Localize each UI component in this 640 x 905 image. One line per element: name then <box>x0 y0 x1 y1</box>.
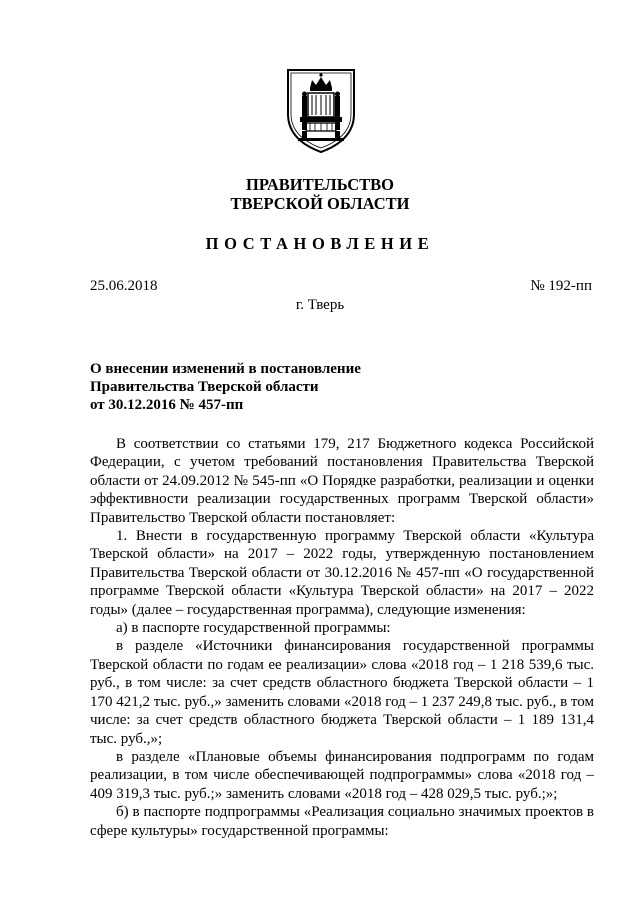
body-paragraph-planned-volumes: в разделе «Плановые объемы финансирования подпрограмм по годам реализации, в том числе обеспечивающей подпрограммы» слова «2018 год – 409 319,3 тыс. руб.;» заменить словами «2018 год – 428 029,5 тыс. руб.;»; <box>90 748 594 802</box>
document-date: 25.06.2018 <box>90 278 158 294</box>
subject-line2: Правительства Тверской области <box>90 379 319 395</box>
government-name-line1: ПРАВИТЕЛЬСТВО <box>246 175 394 194</box>
body-paragraph-item-1: 1. Внести в государственную программу Тверской области «Культура Тверской области» на 2017 – 2022 годы, утвержденную постановлением Правительства Тверской области от 30.12.2016 № 457-пп «О государственной программе Тверской области «Культура Тверской области» на 2017 – 2022 годы» (далее – государственная программа), следующие изменения: <box>90 528 594 618</box>
body-paragraph-preamble: В соответствии со статьями 179, 217 Бюджетного кодекса Российской Федерации, с учетом требований постановления Правительства Тверской области от 24.09.2012 № 545-пп «О Порядке разработки, реализации и оценки эффективности реализации государственных программ Тверской области» Правительство Тверской области постановляет: <box>90 436 594 526</box>
body-paragraph-item-b: б) в паспорте подпрограммы «Реализация социально значимых проектов в сфере культуры» государственной программы: <box>90 804 594 839</box>
body-paragraph-item-a: а) в паспорте государственной программы: <box>116 620 391 637</box>
document-type-title: ПОСТАНОВЛЕНИЕ <box>205 234 435 253</box>
document-subject <box>90 360 361 414</box>
document-number: № 192-пп <box>530 278 592 294</box>
coat-of-arms-emblem <box>284 66 358 154</box>
document-body <box>90 435 594 840</box>
document-city: г. Тверь <box>295 297 345 313</box>
body-paragraph-funding-sources: в разделе «Источники финансирования государственной программы Тверской области по годам ее реализации» слова «2018 год – 1 218 539,6 тыс. руб., в том числе: за счет средств областного бюджета Тверской области – 1 170 421,2 тыс. руб.,» заменить словами «2018 год – 1 237 249,8 тыс. руб., в том числе: за счет средств областного бюджета Тверской области – 1 189 131,4 тыс. руб.,»; <box>90 638 594 747</box>
government-name-line2: ТВЕРСКОЙ ОБЛАСТИ <box>230 194 410 213</box>
subject-line3: от 30.12.2016 № 457-пп <box>90 397 244 413</box>
subject-line1: О внесении изменений в постановление <box>90 361 361 377</box>
